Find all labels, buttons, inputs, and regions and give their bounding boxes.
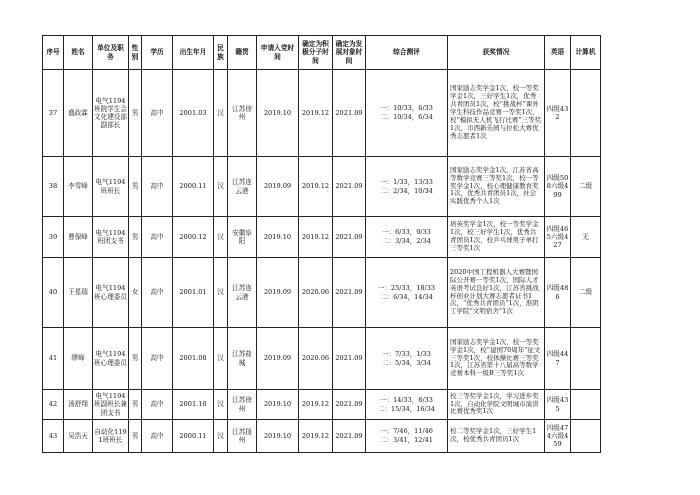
cell-ethnic: 汉 <box>214 328 228 390</box>
cell-unit: 自动化1191班班长 <box>93 420 129 453</box>
col-name-header: 姓名 <box>64 36 93 70</box>
table-row <box>43 390 601 420</box>
cell-gender: 男 <box>129 420 142 453</box>
col-develop-header: 确定为发展对象时间 <box>333 36 366 70</box>
cell-no: 42 <box>43 390 64 420</box>
cell-apply: 2019.09 <box>257 258 299 328</box>
cell-no: 40 <box>43 258 64 328</box>
cell-unit: 电气1194班班长 <box>93 157 129 217</box>
col-english-header: 英语 <box>545 36 571 70</box>
cell-edu: 高中 <box>142 70 173 157</box>
cell-gender: 男 <box>129 217 142 258</box>
cell-activist: 2019.12 <box>299 420 333 453</box>
cell-name: 李雪峰 <box>64 157 93 217</box>
cell-computer: 二级 <box>571 157 601 217</box>
cell-edu: 高中 <box>142 217 173 258</box>
cell-eval <box>366 217 448 258</box>
cell-origin: 江苏徐州 <box>228 390 257 420</box>
cell-eval <box>366 420 448 453</box>
cell-english: 四级508六级499 <box>545 157 571 217</box>
student-table <box>42 35 601 453</box>
cell-eval <box>366 70 448 157</box>
cell-awards: 国家励志奖学金1次，校一等奖学金1次，校“建国70周年”征文三等奖1次，校体操比赛三等奖1次，江苏省第十八届高等数学竞赛本科一级B三等奖1次 <box>448 328 545 390</box>
cell-computer: 无 <box>571 217 601 258</box>
eval-line: 一：7/46，11/46 <box>380 427 433 436</box>
cell-english: 四级474六级459 <box>545 420 571 453</box>
cell-edu: 高中 <box>142 420 173 453</box>
col-apply-header: 申请入党时间 <box>257 36 299 70</box>
cell-eval <box>366 157 448 217</box>
cell-gender: 男 <box>129 390 142 420</box>
cell-awards: 校三等奖学金1次，学习进步奖1次，自动化学院文明城市演讲比赛优秀奖1次 <box>448 390 545 420</box>
table-row <box>43 157 601 217</box>
cell-computer <box>571 328 601 390</box>
cell-name: 盛政霖 <box>64 70 93 157</box>
table-row <box>43 328 601 390</box>
cell-develop: 2021.09 <box>333 420 366 453</box>
eval-line: 一：10/33，6/33 <box>380 104 433 113</box>
header-row <box>43 36 601 70</box>
cell-activist: 2019.12 <box>299 390 333 420</box>
cell-no: 38 <box>43 157 64 217</box>
cell-ethnic: 汉 <box>214 217 228 258</box>
cell-edu: 高中 <box>142 258 173 328</box>
cell-no: 43 <box>43 420 64 453</box>
cell-develop: 2021.09 <box>333 217 366 258</box>
cell-awards: 2020中国工程机器人大赛暨国际公开赛一等奖1次，国际人才英语考试良好1次，江苏省挑战杯创业计划大赛志愿者证书1次，“优秀共青团员”1次，淮阴工学院“文明宿舍”1次 <box>448 258 545 328</box>
cell-edu: 高中 <box>142 328 173 390</box>
cell-ethnic: 汉 <box>214 390 228 420</box>
cell-develop: 2021.09 <box>333 328 366 390</box>
cell-activist: 2020.06 <box>299 328 333 390</box>
cell-birth: 2000.11 <box>173 157 214 217</box>
table-row <box>43 258 601 328</box>
table-row <box>43 70 601 157</box>
cell-birth: 2000.12 <box>173 217 214 258</box>
cell-origin: 江苏扬州 <box>228 420 257 453</box>
cell-apply: 2019.10 <box>257 217 299 258</box>
cell-apply: 2019.09 <box>257 157 299 217</box>
eval-line: 一：1/33，13/33 <box>380 177 433 186</box>
eval-line: 二：3/41，12/41 <box>380 436 433 444</box>
eval-line: 二：3/34，2/34 <box>382 237 431 245</box>
cell-develop: 2021.09 <box>333 157 366 217</box>
cell-ethnic: 汉 <box>214 420 228 453</box>
cell-name: 王星瑞 <box>64 258 93 328</box>
cell-origin: 江苏盐城 <box>228 328 257 390</box>
cell-computer <box>571 390 601 420</box>
cell-gender: 男 <box>129 328 142 390</box>
table-body <box>43 70 601 453</box>
col-no-header: 序号 <box>43 36 64 70</box>
cell-no: 39 <box>43 217 64 258</box>
cell-birth: 2001.08 <box>173 328 214 390</box>
cell-english: 四级486 <box>545 258 571 328</box>
eval-line: 一：14/33，8/33 <box>380 395 433 404</box>
cell-eval <box>366 258 448 328</box>
cell-activist: 2019.12 <box>299 70 333 157</box>
cell-computer: 二级 <box>571 258 601 328</box>
cell-name: 吴浩天 <box>64 420 93 453</box>
col-awards-header: 获奖情况 <box>448 36 545 70</box>
cell-develop: 2021.09 <box>333 258 366 328</box>
col-gender-header: 性别 <box>129 36 142 70</box>
table-row <box>43 420 601 453</box>
cell-origin: 安徽阜阳 <box>228 217 257 258</box>
cell-eval <box>366 390 448 420</box>
col-computer-header: 计算机 <box>571 36 601 70</box>
cell-computer <box>571 420 601 453</box>
cell-activist: 2020.06 <box>299 258 333 328</box>
cell-origin: 江苏连云港 <box>228 157 257 217</box>
cell-origin: 江苏徐州 <box>228 70 257 157</box>
cell-ethnic: 汉 <box>214 258 228 328</box>
col-edu-header: 学历 <box>142 36 173 70</box>
cell-origin: 江苏连云港 <box>228 258 257 328</box>
cell-birth: 2001.03 <box>173 70 214 157</box>
cell-develop: 2021.09 <box>333 70 366 157</box>
cell-no: 37 <box>43 70 64 157</box>
cell-gender: 男 <box>129 157 142 217</box>
cell-unit: 电气1194班院学生会文化建设部副部长 <box>93 70 129 157</box>
cell-english: 四级447 <box>545 328 571 390</box>
cell-unit: 电气1194班心理委员 <box>93 258 129 328</box>
cell-english: 四级465六级427 <box>545 217 571 258</box>
cell-awards: 国家励志奖学金1次，江苏省高等数学竞赛三等奖1次，校一等奖学金1次，校心理健康教育奖1次，优秀共青团员1次，社会实践优秀个人1次 <box>448 157 545 217</box>
cell-eval <box>366 328 448 390</box>
col-birth-header: 出生年月 <box>173 36 214 70</box>
cell-awards: 培英奖学金1次，校一等奖学金1次，校三好学生1次，优秀共青团员1次，校乒乓球男子单打三等奖1次 <box>448 217 545 258</box>
eval-line: 二：5/34，3/34 <box>382 358 431 367</box>
col-unit-header: 单位及职务 <box>93 36 129 70</box>
cell-develop: 2021.09 <box>333 390 366 420</box>
eval-line: 二：2/34，10/34 <box>380 186 433 195</box>
cell-ethnic: 汉 <box>214 157 228 217</box>
eval-line: 一：7/33，1/33 <box>382 349 431 358</box>
cell-awards: 校二等奖学金1次，三好学生1次，校优秀共青团员1次 <box>448 420 545 453</box>
eval-line: 一：6/33，9/33 <box>382 228 431 237</box>
cell-english: 四级432 <box>545 70 571 157</box>
cell-unit: 电气1194班团支书 <box>93 217 129 258</box>
cell-name: 缪峰 <box>64 328 93 390</box>
eval-line: 二：15/34，16/34 <box>378 404 435 413</box>
eval-line: 一：25/33，18/33 <box>378 283 435 292</box>
cell-no: 41 <box>43 328 64 390</box>
cell-computer <box>571 70 601 157</box>
cell-apply: 2019.10 <box>257 420 299 453</box>
cell-birth: 2001.10 <box>173 390 214 420</box>
cell-edu: 高中 <box>142 390 173 420</box>
cell-english: 四级435 <box>545 390 571 420</box>
student-table-sheet <box>42 35 601 453</box>
eval-line: 二：10/34，6/34 <box>380 113 433 121</box>
cell-awards: 国家励志奖学金1次，校一等奖学金1次，三好学生1次，优秀共青团员1次，校“挑战杯”课外学生科技作品竞赛一等奖1次，校“模拟无人机飞行比赛”三等奖1次，市西新乐园与拉松大赛优秀志愿者1次 <box>448 70 545 157</box>
cell-gender: 男 <box>129 70 142 157</box>
cell-birth: 2001.01 <box>173 258 214 328</box>
cell-edu: 高中 <box>142 157 173 217</box>
cell-gender: 女 <box>129 258 142 328</box>
cell-unit: 电气1194班心理委员 <box>93 328 129 390</box>
cell-apply: 2019.10 <box>257 390 299 420</box>
col-eval-header: 综合测评 <box>366 36 448 70</box>
cell-birth: 2000.11 <box>173 420 214 453</box>
cell-apply: 2019.09 <box>257 328 299 390</box>
cell-activist: 2019.12 <box>299 217 333 258</box>
table-row <box>43 217 601 258</box>
col-origin-header: 籍贯 <box>228 36 257 70</box>
cell-name: 汤舒翔 <box>64 390 93 420</box>
cell-apply: 2019.10 <box>257 70 299 157</box>
eval-line: 二：6/34，14/34 <box>380 292 433 301</box>
col-activist-header: 确定为积极分子时间 <box>299 36 333 70</box>
cell-ethnic: 汉 <box>214 70 228 157</box>
cell-name: 曹保峰 <box>64 217 93 258</box>
col-ethnic-header: 民族 <box>214 36 228 70</box>
cell-unit: 电气1194班副班长兼团支书 <box>93 390 129 420</box>
cell-activist: 2019.12 <box>299 157 333 217</box>
